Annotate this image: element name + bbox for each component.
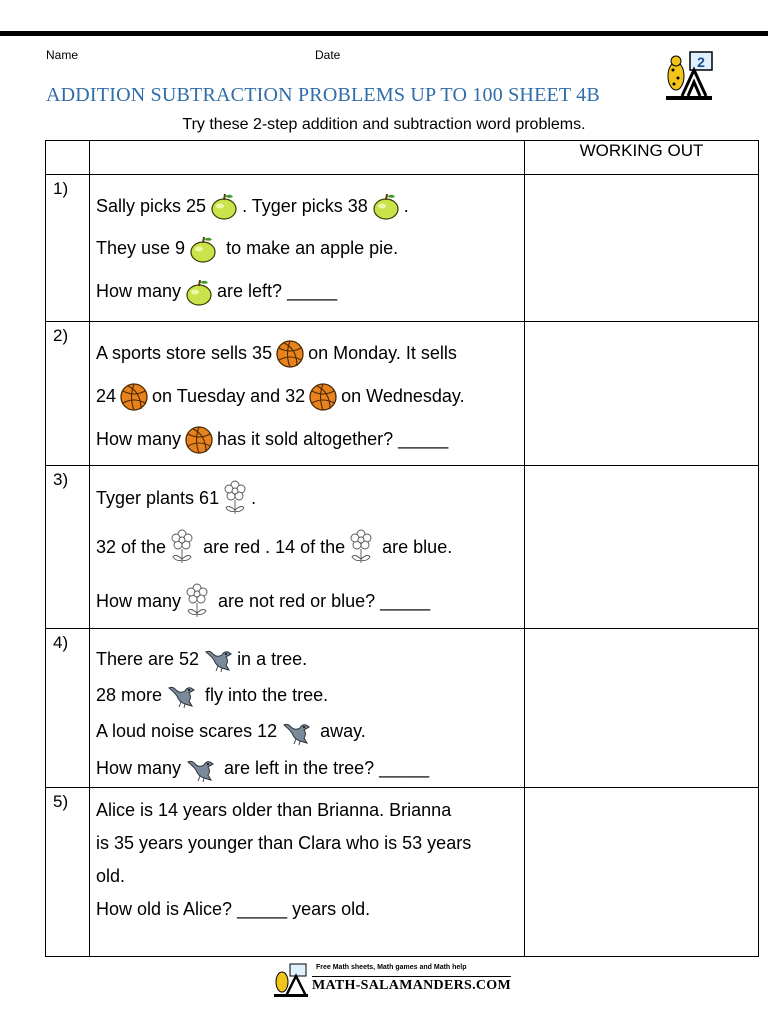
problem-text: They use 9 — [96, 238, 186, 258]
apple-icon — [188, 234, 218, 264]
bird-icon — [202, 646, 234, 672]
bird-icon — [280, 719, 312, 745]
problem-line — [96, 677, 518, 713]
bird-icon — [165, 682, 197, 708]
footer-tagline: Free Math sheets, Math games and Math help — [316, 964, 467, 971]
problem-text-cell — [90, 175, 525, 322]
problem-line — [96, 332, 518, 375]
problem-text-cell — [90, 466, 525, 629]
flower-icon — [169, 529, 195, 565]
salamander-logo-icon — [660, 48, 724, 104]
problem-line — [96, 270, 518, 313]
problem-number: 1) — [53, 179, 69, 198]
basketball-icon — [275, 339, 305, 369]
basketball-icon — [184, 425, 214, 455]
problem-text: has it sold altogether? _____ — [217, 429, 449, 449]
problem-line — [96, 520, 518, 574]
date-label: Date — [315, 48, 341, 62]
worksheet-title: ADDITION SUBTRACTION PROBLEMS UP TO 100 SHEET 4B — [46, 84, 600, 106]
problem-text: on Monday. It sells — [308, 343, 457, 363]
worksheet-subtitle: Try these 2-step addition and subtraction word problems. — [182, 116, 586, 133]
problem-text: How many — [96, 281, 182, 301]
problem-text: 32 of the — [96, 536, 167, 557]
problem-line — [96, 860, 518, 893]
problem-text: 24 — [96, 386, 117, 406]
problem-text: are red . 14 of the — [198, 536, 346, 557]
problem-text: Alice is 14 years older than Brianna. Brianna — [96, 800, 452, 820]
problem-text: A sports store sells 35 — [96, 343, 273, 363]
working-out-cell[interactable] — [525, 629, 759, 788]
flower-icon — [348, 529, 374, 565]
header-question-cell — [90, 141, 525, 175]
footer-logo — [272, 962, 512, 1000]
problem-text: Sally picks 25 — [96, 195, 207, 216]
problem-number-cell — [46, 466, 90, 629]
problem-number: 3) — [53, 470, 69, 489]
basketball-icon — [119, 382, 149, 412]
problem-text: How old is Alice? _____ years old. — [96, 899, 371, 919]
problem-text: to make an apple pie. — [221, 238, 399, 258]
problem-text: is 35 years younger than Clara who is 53 years — [96, 833, 472, 853]
problem-text: 28 more — [96, 684, 163, 705]
problem-text: How many — [96, 429, 182, 449]
problem-text: . Tyger picks 38 — [242, 195, 368, 216]
apple-icon — [184, 277, 214, 307]
problem-text: . — [251, 487, 257, 508]
problem-text: are not red or blue? _____ — [213, 590, 431, 611]
problem-text: are blue. — [377, 536, 453, 557]
top-rule — [0, 31, 768, 36]
problem-row — [46, 629, 759, 788]
problem-line — [96, 827, 518, 860]
problem-number: 5) — [53, 792, 69, 811]
problem-row — [46, 175, 759, 322]
problem-line — [96, 418, 518, 461]
problem-line — [96, 713, 518, 750]
problem-text-cell — [90, 788, 525, 957]
flower-icon — [222, 480, 248, 516]
apple-icon — [371, 191, 401, 221]
logo-digit: 2 — [697, 54, 705, 70]
problem-text: How many — [96, 590, 182, 611]
flower-icon — [184, 583, 210, 619]
basketball-icon — [308, 382, 338, 412]
salamander-logo-icon — [272, 962, 312, 998]
problem-row — [46, 322, 759, 466]
problem-line — [96, 574, 518, 628]
problem-text: Tyger plants 61 — [96, 487, 220, 508]
problem-text: old. — [96, 866, 126, 886]
footer-site[interactable]: MATH-SALAMANDERS.COM — [312, 978, 512, 993]
problem-line — [96, 227, 518, 270]
problem-text: A loud noise scares 12 — [96, 721, 278, 741]
problem-number: 4) — [53, 633, 69, 652]
problem-line — [96, 185, 518, 227]
problem-text: in a tree. — [237, 648, 308, 669]
apple-icon — [209, 191, 239, 221]
header-number-cell — [46, 141, 90, 175]
bird-icon — [184, 756, 216, 782]
problem-line — [96, 750, 518, 787]
problem-number-cell — [46, 322, 90, 466]
problem-text: fly into the tree. — [200, 684, 329, 705]
problem-number-cell — [46, 175, 90, 322]
problem-text: on Tuesday and 32 — [152, 386, 306, 406]
problem-line — [96, 476, 518, 520]
problem-number-cell — [46, 788, 90, 957]
problem-number: 2) — [53, 326, 69, 345]
problem-text: There are 52 — [96, 648, 200, 669]
name-label: Name — [46, 48, 79, 62]
problem-text-cell — [90, 629, 525, 788]
problem-text: are left in the tree? _____ — [219, 758, 430, 778]
problem-line — [96, 893, 518, 926]
working-out-header: WORKING OUT — [525, 141, 759, 175]
working-out-cell[interactable] — [525, 788, 759, 957]
problems-table — [45, 140, 759, 957]
problem-line — [96, 794, 518, 827]
problem-text: . — [403, 195, 409, 216]
problem-row — [46, 466, 759, 629]
problem-row — [46, 788, 759, 957]
problem-number-cell — [46, 629, 90, 788]
working-out-cell[interactable] — [525, 322, 759, 466]
problem-line — [96, 375, 518, 418]
problem-text: are left? _____ — [217, 281, 338, 301]
problem-text: away. — [315, 721, 366, 741]
working-out-cell[interactable] — [525, 175, 759, 322]
problem-text: on Wednesday. — [341, 386, 465, 406]
problem-text-cell — [90, 322, 525, 466]
problem-text: How many — [96, 758, 182, 778]
problem-line — [96, 641, 518, 677]
table-header-row — [46, 141, 759, 175]
working-out-cell[interactable] — [525, 466, 759, 629]
